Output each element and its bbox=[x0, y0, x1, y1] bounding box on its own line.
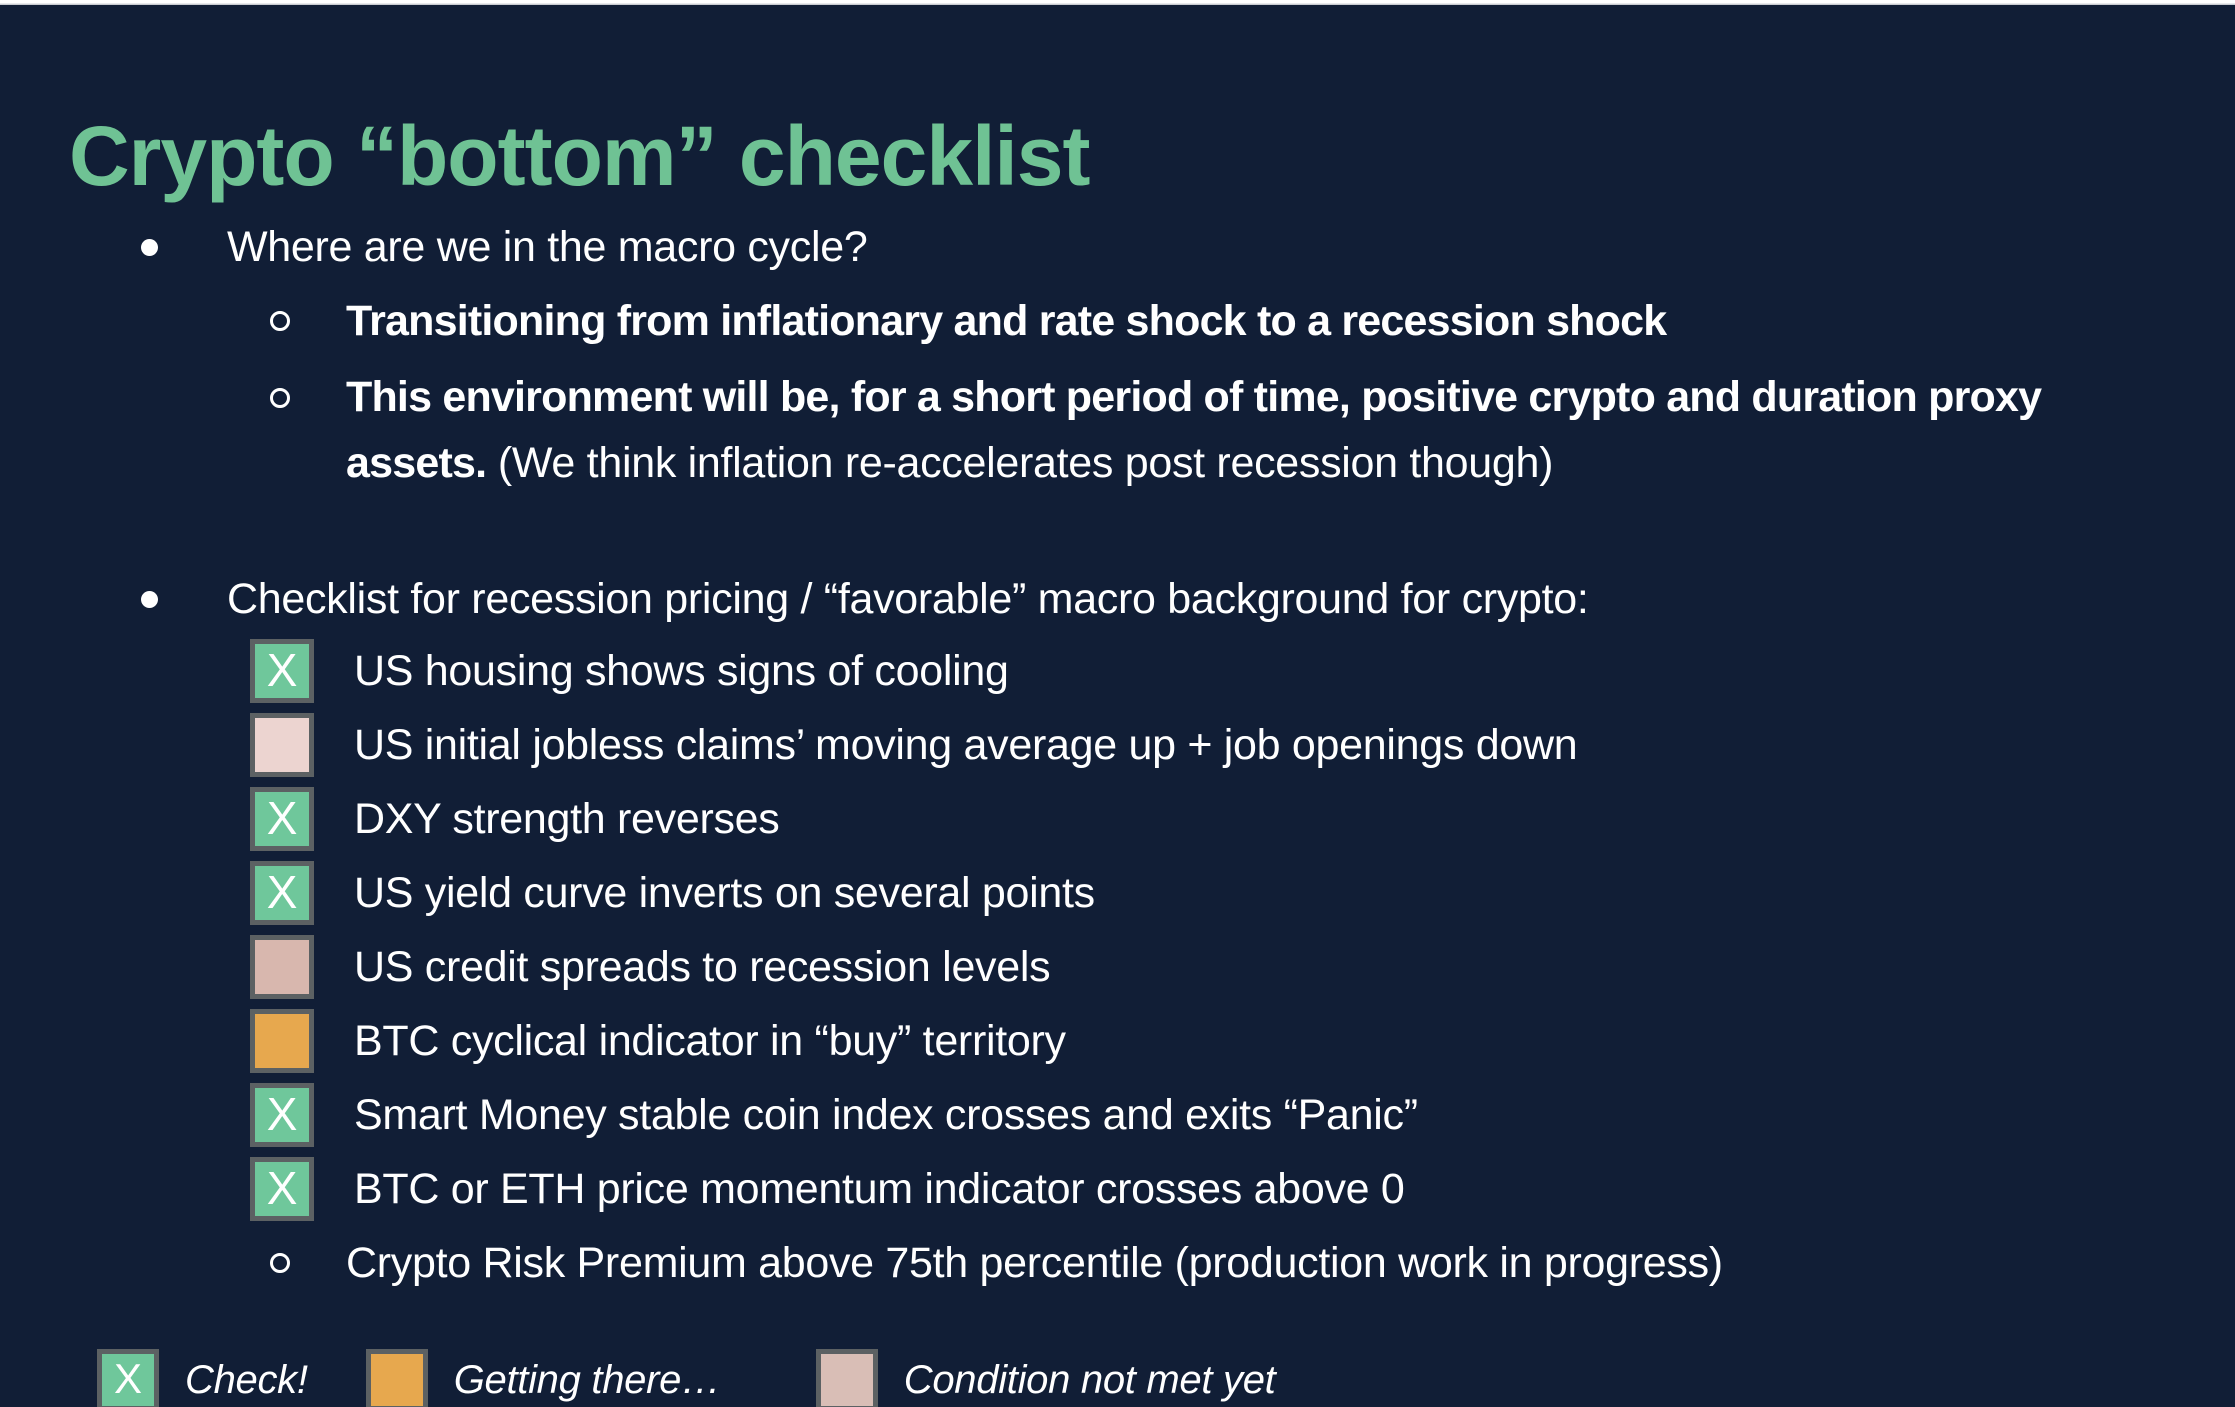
status-checkbox bbox=[250, 1083, 314, 1147]
x-mark-icon: X bbox=[266, 1162, 298, 1214]
status-checkbox bbox=[250, 935, 314, 999]
bullet-macro-cycle bbox=[0, 218, 2235, 276]
checklist-row bbox=[0, 1004, 1577, 1078]
status-checkbox bbox=[250, 1009, 314, 1073]
bullet-dot bbox=[141, 239, 158, 256]
legend-item bbox=[366, 1349, 721, 1407]
checklist-item-label: US credit spreads to recession levels bbox=[354, 942, 1051, 991]
checklist-pending-label: Crypto Risk Premium above 75th percentile (production work in progress) bbox=[346, 1238, 1723, 1287]
legend-item-label: Check! bbox=[185, 1357, 308, 1402]
legend-status-box bbox=[816, 1349, 878, 1407]
checklist-row bbox=[0, 782, 1577, 856]
status-checkbox bbox=[250, 1157, 314, 1221]
checklist-row bbox=[0, 1152, 1577, 1226]
x-mark-icon: X bbox=[266, 866, 298, 918]
legend-status-box bbox=[366, 1349, 428, 1407]
sub-bullet-environment-text bbox=[346, 364, 2041, 496]
checklist-row-pending bbox=[0, 1226, 2235, 1300]
checklist-item-label: DXY strength reverses bbox=[354, 794, 780, 843]
checklist-item-label: BTC cyclical indicator in “buy” territory bbox=[354, 1016, 1066, 1065]
slide-top-edge bbox=[0, 0, 2235, 5]
hollow-bullet-icon bbox=[270, 388, 290, 408]
x-mark-icon: X bbox=[113, 1355, 142, 1402]
checklist-item-label: Smart Money stable coin index crosses and exits “Panic” bbox=[354, 1090, 1418, 1139]
checklist-row bbox=[0, 634, 1577, 708]
checklist-item-label: BTC or ETH price momentum indicator crosses above 0 bbox=[354, 1164, 1405, 1213]
legend-item-label: Getting there… bbox=[453, 1357, 721, 1402]
hollow-bullet-icon bbox=[270, 1253, 290, 1273]
x-mark-icon: X bbox=[266, 644, 298, 696]
legend-item-label: Condition not met yet bbox=[903, 1357, 1276, 1402]
checklist-item-label: US housing shows signs of cooling bbox=[354, 646, 1009, 695]
bullet-macro-cycle-label: Where are we in the macro cycle? bbox=[227, 222, 868, 271]
legend-status-box bbox=[97, 1349, 159, 1407]
bullet-checklist-intro-label: Checklist for recession pricing / “favorable” macro background for crypto: bbox=[227, 574, 1589, 623]
status-legend bbox=[97, 1349, 1275, 1407]
checklist-row bbox=[0, 708, 1577, 782]
sub-bullet-transitioning bbox=[0, 292, 2235, 350]
x-mark-icon: X bbox=[266, 1088, 298, 1140]
status-checkbox bbox=[250, 861, 314, 925]
hollow-bullet-icon bbox=[270, 311, 290, 331]
checklist-item-label: US yield curve inverts on several points bbox=[354, 868, 1095, 917]
bullet-checklist-intro bbox=[0, 570, 2235, 628]
checklist bbox=[0, 634, 1577, 1226]
page-title: Crypto “bottom” checklist bbox=[69, 109, 1090, 204]
sub-bullet-environment bbox=[0, 364, 2235, 496]
checklist-row bbox=[0, 1078, 1577, 1152]
status-checkbox bbox=[250, 787, 314, 851]
sub-bullet-transitioning-label: Transitioning from inflationary and rate shock to a recession shock bbox=[346, 296, 1667, 345]
x-mark-icon: X bbox=[266, 792, 298, 844]
checklist-row bbox=[0, 856, 1577, 930]
status-checkbox bbox=[250, 713, 314, 777]
environment-line1: This environment will be, for a short period of time, positive crypto and duration proxy bbox=[346, 373, 2042, 421]
environment-line2-bold: assets. bbox=[346, 439, 487, 487]
checklist-item-label: US initial jobless claims’ moving average up + job openings down bbox=[354, 720, 1578, 769]
bullet-dot bbox=[141, 591, 158, 608]
legend-item bbox=[97, 1349, 308, 1407]
legend-item bbox=[816, 1349, 1276, 1407]
checklist-row bbox=[0, 930, 1577, 1004]
status-checkbox bbox=[250, 639, 314, 703]
environment-line2 bbox=[346, 430, 2041, 496]
environment-line2-rest: (We think inflation re-accelerates post recession though) bbox=[486, 439, 1554, 487]
